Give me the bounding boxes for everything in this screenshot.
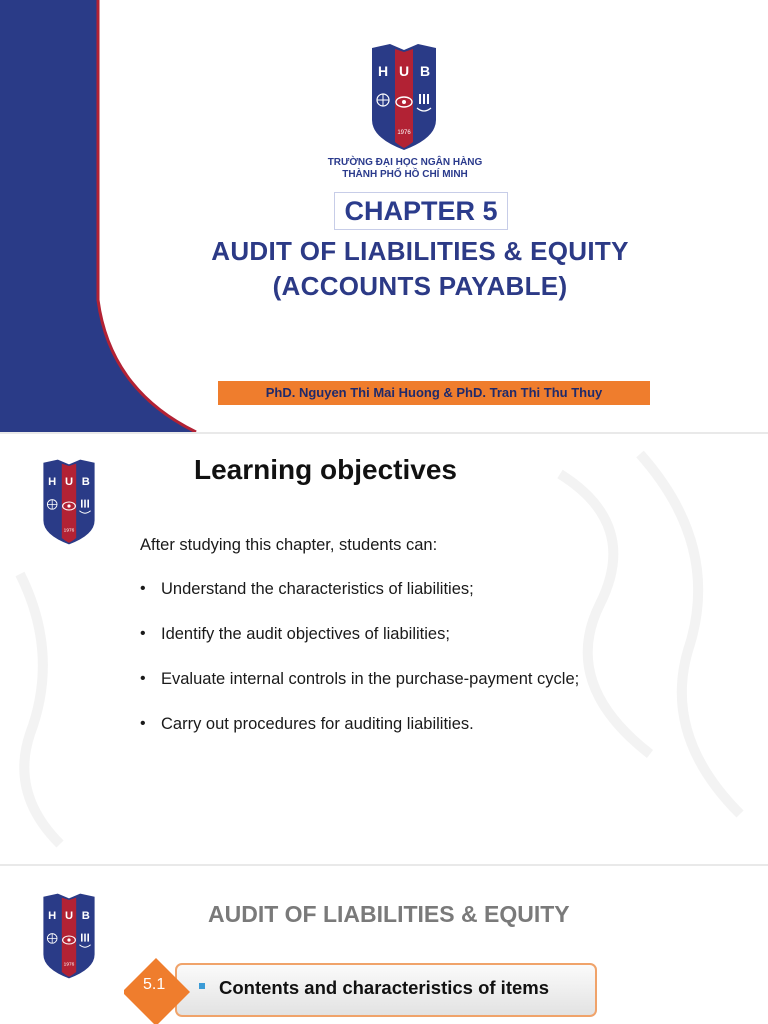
list-item [140,625,579,670]
bullet-icon: • [140,580,146,597]
section-number: 5.1 [143,976,166,993]
section-title: Contents and characteristics of items [219,977,550,998]
square-bullet-icon [199,983,205,989]
university-name-line2: THÀNH PHỐ HỒ CHÍ MINH [342,169,468,180]
bullet-icon: • [140,625,146,642]
objectives-list [140,580,579,760]
university-logo [40,458,98,546]
bullet-icon: • [140,715,146,732]
authors-banner: PhD. Nguyen Thi Mai Huong & PhD. Tran Thi Thu Thuy [218,381,650,405]
objective-text: Understand the characteristics of liabilities; [161,580,474,598]
objective-text: Identify the audit objectives of liabilities; [161,625,450,643]
objectives-intro: After studying this chapter, students can: [140,536,438,554]
list-item [140,715,579,760]
objective-text: Carry out procedures for auditing liabilities. [161,715,474,733]
university-logo [40,892,98,980]
chapter-label: CHAPTER 5 [334,192,508,230]
slide-title: Learning objectives [194,454,457,485]
objective-text: Evaluate internal controls in the purchase-payment cycle; [161,670,580,688]
list-item [140,580,579,625]
chapter-title-line2: (ACCOUNTS PAYABLE) [272,271,568,301]
bullet-icon: • [140,670,146,687]
list-item [140,670,579,715]
title-slide [0,0,768,432]
university-name-line1: TRƯỜNG ĐẠI HỌC NGÂN HÀNG [327,157,483,168]
section-slide [0,866,768,1024]
slide-title: AUDIT OF LIABILITIES & EQUITY [208,901,570,927]
university-logo [368,42,440,152]
learning-objectives-slide [0,434,768,864]
chapter-title-line1: AUDIT OF LIABILITIES & EQUITY [211,236,629,266]
